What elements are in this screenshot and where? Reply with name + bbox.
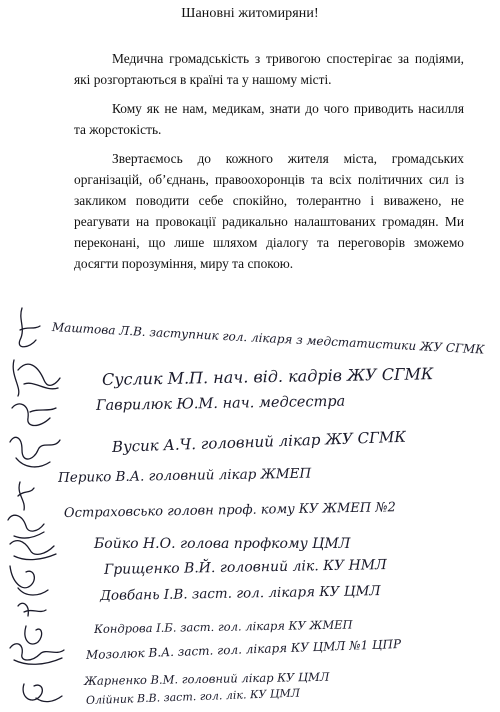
signature-line-10: Кондрова І.Б. заст. гол. лікаря КУ ЖМЕП [93,617,353,636]
paragraph-2: Кому як не нам, медикам, знати до чого приводить насилля та жорстокість. [74,101,464,137]
signature-line-13: Олійник В.В. заст. гол. лік. КУ ЦМЛ [85,686,301,707]
signature-mark-2 [13,360,60,396]
signature-mark-7 [10,541,56,560]
signature-line-6: Остраховсько головн проф. кому КУ ЖМЕП №2 [63,500,397,521]
signature-mark-1 [19,308,40,347]
signature-line-1: Маштова Л.В. заступник гол. лікаря з медстатистики ЖУ СГМК [51,320,485,357]
signature-marks [0,300,110,712]
signature-mark-5 [18,482,34,510]
signature-mark-4 [10,437,60,467]
signature-line-3: Гаврилюк Ю.М. нач. медсестра [95,393,346,414]
signature-line-5: Перико В.А. головний лікар ЖМЕП [57,465,312,486]
signature-mark-8 [10,566,48,595]
signature-mark-12 [23,684,62,702]
signature-line-12: Жарненко В.М. головний лікар КУ ЦМЛ [83,669,330,688]
signature-line-9: Довбань І.В. заст. гол. лікаря КУ ЦМЛ [99,583,381,604]
signature-line-4: Вусик А.Ч. головний лікар ЖУ СГМК [111,427,407,456]
signature-mark-3 [12,404,56,426]
paragraph-3: Звертаємось до кожного жителя міста, громадських організацій, об’єднань, правоохоронців та всіх політичних сил із закликом поводити себе спокійно, толерантно і виважено, не реагувати на провокації радикально налаштованих громадян. Ми переконані, що лише шляхом діалогу та переговорів зможемо досягти порозуміння, миру та спокою. [74,151,464,271]
signature-line-7: Бойко Н.О. голова профкому ЦМЛ [94,536,351,552]
signatures-area [0,300,500,712]
signature-line-8: Грищенко В.Й. головний лік. КУ НМЛ [103,557,387,578]
signature-mark-9 [18,603,46,616]
signature-mark-10 [25,626,42,644]
paragraph-1: Медична громадськість з тривогою спостерігає за подіями, які розгортаються в країні та у нашому місті. [74,51,464,87]
signature-mark-6 [8,515,44,538]
document-title: Шановні житомиряни! [181,6,319,21]
signature-line-2: Суслик М.П. нач. від. кадрів ЖУ СГМК [101,364,434,389]
signature-line-11: Мозолюк В.А. заст. гол. лікаря КУ ЦМЛ №1 ЦПР [85,637,402,662]
signature-mark-11 [10,644,64,665]
